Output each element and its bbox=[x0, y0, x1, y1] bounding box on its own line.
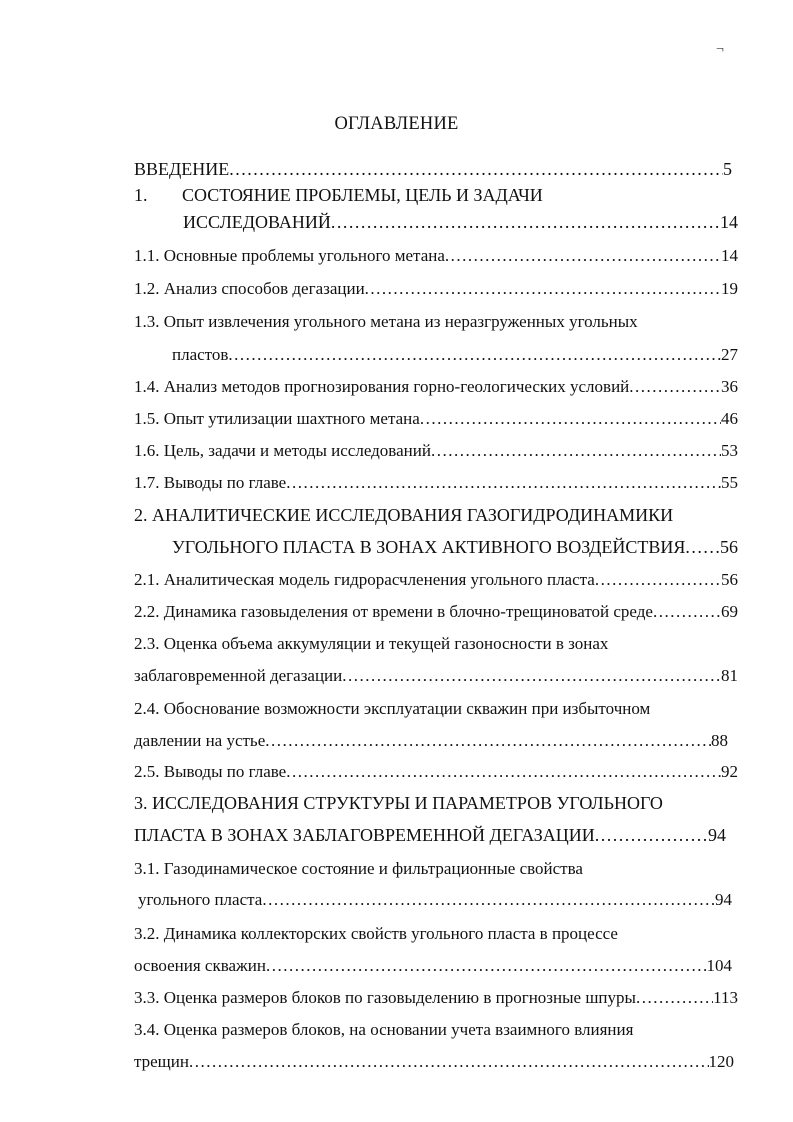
toc-entry-3-4-cont: трещин ..... 120 bbox=[134, 1050, 734, 1074]
toc-entry-2-3: 2.3. Оценка объема аккумуляции и текущей газоносности в зонах bbox=[134, 634, 609, 653]
toc-entry-1-3: 1.3. Опыт извлечения угольного метана из неразгруженных угольных bbox=[134, 312, 638, 331]
toc-entry-1-1: 1.1. Основные проблемы угольного метана ..... 14 bbox=[134, 244, 738, 268]
toc-entry-1-2: 1.2. Анализ способов дегазации ..... 19 bbox=[134, 277, 738, 301]
toc-entry-1-5: 1.5. Опыт утилизации шахтного метана ..... 46 bbox=[134, 407, 738, 431]
toc-entry-2-3-cont: заблаговременной дегазации ..... 81 bbox=[134, 664, 738, 688]
toc-chapter-1-heading: 1. СОСТОЯНИЕ ПРОБЛЕМЫ, ЦЕЛЬ И ЗАДАЧИ bbox=[134, 185, 543, 205]
toc-entry-2-1: 2.1. Аналитическая модель гидрорасчленения угольного пласта ..... 56 bbox=[134, 568, 738, 592]
toc-chapter-2-heading: 2. АНАЛИТИЧЕСКИЕ ИССЛЕДОВАНИЯ ГАЗОГИДРОДИНАМИКИ bbox=[134, 505, 674, 525]
toc-chapter-3-heading: 3. ИССЛЕДОВАНИЯ СТРУКТУРЫ И ПАРАМЕТРОВ УГОЛЬНОГО bbox=[134, 793, 663, 813]
page-title: ОГЛАВЛЕНИЕ bbox=[334, 114, 459, 134]
toc-entry-3-2: 3.2. Динамика коллекторских свойств угольного пласта в процессе bbox=[134, 924, 618, 943]
toc-entry-2-5: 2.5. Выводы по главе ..... 92 bbox=[134, 760, 738, 784]
toc-entry-2-4: 2.4. Обоснование возможности эксплуатации скважин при избыточном bbox=[134, 699, 651, 718]
toc-chapter-1-heading-cont: ИССЛЕДОВАНИЙ ..... 14 bbox=[183, 210, 738, 234]
toc-entry-3-2-cont: освоения скважин ..... 104 bbox=[134, 954, 732, 978]
toc-chapter-3-heading-cont: ПЛАСТА В ЗОНАХ ЗАБЛАГОВРЕМЕННОЙ ДЕГАЗАЦИИ ..... 94 bbox=[134, 823, 726, 847]
toc-entry-2-2: 2.2. Динамика газовыделения от времени в блочно-трещиноватой среде ..... 69 bbox=[134, 600, 738, 624]
toc-entry-2-4-cont: давлении на устье ..... 88 bbox=[134, 729, 728, 753]
toc-entry-1-3-cont: пластов ..... 27 bbox=[172, 343, 738, 367]
toc-entry-3-1: 3.1. Газодинамическое состояние и фильтрационные свойства bbox=[134, 859, 583, 878]
toc-chapter-2-heading-cont: УГОЛЬНОГО ПЛАСТА В ЗОНАХ АКТИВНОГО ВОЗДЕЙСТВИЯ ..... 56 bbox=[172, 535, 738, 559]
toc-entry-1-7: 1.7. Выводы по главе ..... 55 bbox=[134, 471, 738, 495]
toc-entry-3-3: 3.3. Оценка размеров блоков по газовыделению в прогнозные шпуры ..... 113 bbox=[134, 986, 738, 1010]
toc-entry-3-4: 3.4. Оценка размеров блоков, на основании учета взаимного влияния bbox=[134, 1020, 634, 1039]
toc-entry-introduction: ВВЕДЕНИЕ ..... 5 bbox=[134, 157, 732, 181]
corner-mark: ¬ bbox=[716, 42, 724, 57]
toc-entry-1-4: 1.4. Анализ методов прогнозирования горно-геологических условий ..... 36 bbox=[134, 375, 738, 399]
toc-entry-1-6: 1.6. Цель, задачи и методы исследований ..... 53 bbox=[134, 439, 738, 463]
toc-entry-3-1-cont: угольного пласта ..... 94 bbox=[138, 888, 732, 912]
